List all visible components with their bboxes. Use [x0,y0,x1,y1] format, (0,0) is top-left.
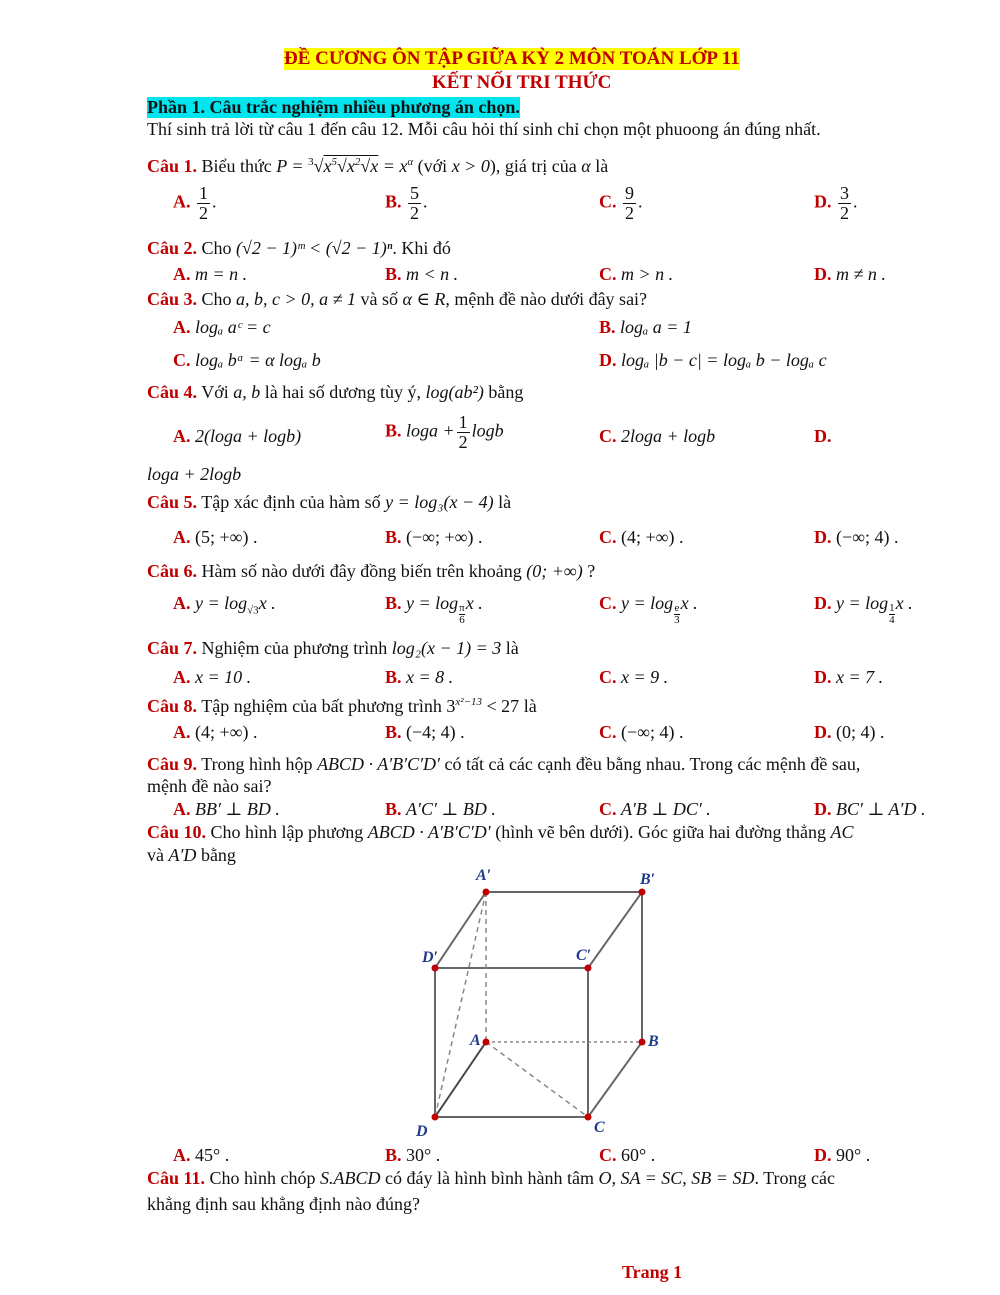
q10-tail: (hình vẽ bên dưới). Góc giữa hai đường thẳng [495,822,826,842]
q6-label: Câu 6. [147,561,198,581]
log-base-fraction [674,603,680,626]
q10-label: Câu 10. [147,822,207,842]
option-label: A. [173,799,191,819]
q11-tail: . Trong các [754,1168,835,1188]
q8-label: Câu 8. [147,696,198,716]
q7-option-b[interactable] [385,667,453,688]
q9-option-a[interactable] [173,799,280,820]
question-8 [147,696,537,717]
q6-option-c[interactable] [599,593,698,626]
q4-option-a[interactable] [173,426,301,447]
diag-a1d [435,892,486,1117]
option-label: C. [173,350,191,370]
q3-cond: a, b, c > 0, a ≠ 1 [236,289,357,309]
q4-text: Với [201,382,229,402]
q2-tail: . Khi đó [392,238,451,258]
q4-option-c[interactable] [599,426,715,447]
q10-line2c: bằng [200,845,236,865]
option-label: A. [173,1145,191,1165]
vertex-b [639,1039,646,1046]
option-text: logₐ a = 1 [620,317,692,337]
q6-option-d[interactable] [814,593,913,626]
q5-tail: là [498,492,512,512]
label-a1: A′ [476,867,492,884]
option-label: A. [173,667,191,687]
option-label: A. [173,426,191,446]
option-text: m < n . [406,264,459,284]
instruction: Thí sinh trả lời từ câu 1 đến câu 12. Mỗi câu hỏi thí sinh chỉ chọn một phuoong án đúng nhất. [147,119,821,139]
fraction [623,184,636,223]
option-label: A. [173,191,191,212]
q7-option-d[interactable] [814,667,883,688]
numerator: 1 [889,602,895,614]
option-label: C. [599,722,617,742]
q5-text: Tập xác định của hàm số [201,492,381,512]
fraction [838,184,851,223]
q10-line2 [147,845,236,866]
section-heading: Phần 1. Câu trắc nghiệm nhiều phương án chọn. [147,97,520,117]
numerator: e [674,602,680,614]
option-text: 45° . [195,1145,230,1165]
option-text: x = 8 . [406,667,454,687]
option-label: C. [599,799,617,819]
option-label: C. [599,667,617,687]
option-text: A′C′ ⊥ BD . [406,799,496,819]
numerator: π [459,602,465,614]
option-text: (4; +∞) . [195,722,258,742]
q3-option-a[interactable] [173,317,271,338]
label-d: D [416,1123,428,1140]
q10-option-c[interactable] [599,1145,655,1166]
denominator: 2 [199,202,208,223]
q5-label: Câu 5. [147,492,198,512]
q11-line2: khẳng định sau khẳng định nào đúng? [147,1194,420,1214]
option-text: x . [465,593,483,613]
denominator: 6 [459,614,465,626]
q5-option-c[interactable] [599,527,683,548]
q8-option-c[interactable] [599,722,683,743]
edge-b1c1 [588,892,642,968]
q6-option-a[interactable] [173,593,276,617]
question-1 [147,156,608,177]
doc-subtitle: KẾT NỐI TRI THỨC [432,72,612,93]
option-label: B. [385,420,402,441]
q1-formula-rhs: = x [382,156,408,176]
label-b1: B′ [640,871,656,888]
vertex-d [432,1114,439,1121]
option-text: y = log [836,593,889,613]
q6-tail: ? [587,561,596,581]
question-4 [147,382,523,403]
fraction [457,413,470,452]
log-base-fraction [459,603,465,626]
q5-formula: y = log₃(x − 4) [385,492,494,512]
q4-option-d-label[interactable] [814,426,832,447]
question-11 [147,1168,835,1189]
option-label: C. [599,1145,617,1165]
q3-text: Cho [201,289,232,309]
edge-cb [588,1042,642,1117]
fraction [408,184,421,223]
q3-option-c[interactable] [173,350,321,371]
question-3 [147,289,647,310]
q1-formula-lhs: P = [276,156,309,176]
q5-option-b[interactable] [385,527,482,548]
q7-option-c[interactable] [599,667,668,688]
q6-option-b[interactable] [385,593,483,626]
q9-option-c[interactable] [599,799,711,820]
option-label: B. [385,264,402,284]
q8-option-d[interactable] [814,722,885,743]
option-label: D. [814,593,832,613]
option-text: (0; 4) . [836,722,885,742]
q2-option-d[interactable] [814,264,886,285]
q10-ac: AC [830,822,854,842]
q8-tail: là [523,696,537,716]
option-label: A. [173,264,191,284]
numerator: 9 [625,183,634,203]
q10-option-b[interactable] [385,1145,440,1166]
q6-text: Hàm số nào dưới đây đồng biến trên khoảng [201,561,522,581]
q7-formula: log₂(x − 1) = 3 [391,638,502,658]
option-text: y = log [621,593,674,613]
log-base-fraction [889,603,895,626]
option-label: D. [814,1145,832,1165]
vertex-a [483,1039,490,1046]
option-label: B. [385,799,402,819]
q7-tail: là [505,638,519,658]
option-text: x . [895,593,913,613]
option-label: D. [814,799,832,819]
label-c1: C′ [576,947,592,964]
q2-option-c[interactable] [599,264,673,285]
denominator: 2 [625,202,634,223]
q1-option-d[interactable]: D. $\frac{3}{2}$ . [814,183,858,223]
vertex-a1 [483,889,490,896]
q2-option-b[interactable] [385,264,458,285]
q4-vars: a, b [233,382,261,402]
cube-figure [410,862,660,1142]
option-text: (−∞; 4) . [621,722,684,742]
q1-option-b[interactable]: B. $\frac{5}{2}$ . [385,183,428,223]
q9-tail: có tất cả các cạnh đều bằng nhau. Trong các mệnh đề sau, [444,754,861,774]
q10-line2a: và [147,845,164,865]
option-label: A. [173,593,191,613]
q1-radical: $^3√x^5√x^2√x$ [308,156,379,176]
question-5 [147,492,511,513]
q9-label: Câu 9. [147,754,198,774]
vertex-c1 [585,965,592,972]
option-text: BB′ ⊥ BD . [195,799,280,819]
option-text: x . [258,593,276,613]
q4-tail: bằng [488,382,524,402]
option-label: B. [385,1145,402,1165]
option-text: 90° . [836,1145,871,1165]
q1-text: Biểu thức [201,156,272,176]
denominator: 2 [840,202,849,223]
option-label: C. [599,593,617,613]
q5-option-d[interactable] [814,527,898,548]
q10-line2b: A′D [168,845,197,865]
q9-option-d[interactable] [814,799,925,820]
denominator: 2 [458,431,468,452]
label-c: C [594,1119,605,1136]
question-9 [147,754,860,775]
option-text: BC′ ⊥ A′D . [836,799,926,819]
option-text: 60° . [621,1145,656,1165]
option-label: D. [814,527,832,547]
q10-text: Cho hình lập phương [210,822,364,842]
option-text: (−∞; +∞) . [406,527,483,547]
edge-ad [435,1042,486,1117]
option-text: 2loga + logb [621,426,716,446]
option-text: logₐ bᵅ = α logₐ b [195,350,321,370]
option-label: B. [385,191,402,212]
q8-text: Tập nghiệm của bất phương trình [201,696,442,716]
option-label: B. [599,317,616,337]
q3-option-d[interactable] [599,350,827,371]
option-label: B. [385,593,402,613]
q1-tail2: ), giá trị của [489,156,577,176]
q7-text: Nghiệm của phương trình [201,638,388,658]
denominator: 2 [410,202,420,223]
option-text: x = 7 . [836,667,884,687]
q3-tail: , mệnh đề nào dưới đây sai? [445,289,648,309]
q1-alpha: α [581,156,591,176]
diag-ac [486,1042,588,1117]
fraction [197,184,210,223]
option-text: loga + 2logb [147,464,242,484]
option-text: (4; +∞) . [621,527,684,547]
option-text: logₐ |b − c| = logₐ b − logₐ c [621,350,827,370]
label-a: A [470,1032,481,1049]
q3-option-b[interactable] [599,317,692,338]
q10-formula: ABCD · A′B′C′D′ [367,822,491,842]
q6-formula: (0; +∞) [526,561,583,581]
vertex-b1 [639,889,646,896]
q10-option-d[interactable] [814,1145,870,1166]
q8-rhs: < 27 [486,696,520,716]
q11-text: Cho hình chóp [209,1168,316,1188]
option-text: x = 9 . [621,667,669,687]
numerator: 1 [199,183,208,203]
option-label: A. [173,527,191,547]
q2-label: Câu 2. [147,238,198,258]
denominator: 3 [674,614,680,626]
option-text: (−∞; 4) . [836,527,899,547]
numerator: 5 [410,183,420,203]
question-10 [147,822,853,843]
option-text: x = 10 . [195,667,252,687]
option-label: C. [599,527,617,547]
q3-mid: và số [360,289,399,309]
option-text: x . [680,593,698,613]
option-label: D. [814,264,832,284]
q1-tail3: là [595,156,609,176]
q4-label: Câu 4. [147,382,198,402]
question-2 [147,238,451,259]
q2-formula: (√2 − 1)ᵐ < (√2 − 1)ⁿ [236,238,393,258]
denominator: 4 [889,614,895,626]
option-text: A′B ⊥ DC′ . [621,799,711,819]
q8-exponent: x²−13 [455,696,483,708]
q9-text: Trong hình hộp [201,754,313,774]
q1-cond: x > 0 [451,156,490,176]
option-text: (5; +∞) . [195,527,258,547]
q1-tail: (với [417,156,448,176]
option-text: m ≠ n . [836,264,886,284]
q7-label: Câu 7. [147,638,198,658]
option-text: loga + [406,420,455,441]
option-label: D. [599,350,617,370]
q8-option-a[interactable] [173,722,257,743]
q9-option-b[interactable] [385,799,496,820]
option-text: 30° . [406,1145,441,1165]
question-7 [147,638,519,659]
option-label: D. [814,426,832,446]
option-label: A. [173,722,191,742]
q4-option-d-text[interactable] [147,464,241,485]
q3-label: Câu 3. [147,289,198,309]
question-6 [147,561,595,582]
numerator: 1 [458,412,468,432]
option-text: (−4; 4) . [406,722,465,742]
label-d1: D′ [422,949,439,966]
option-text: m = n . [195,264,248,284]
log-base: √3 [247,604,259,617]
option-text: logₐ aᶜ = c [195,317,271,337]
option-label: C. [599,426,617,446]
q1-alpha-exp: α [407,156,414,168]
option-label: D. [814,667,832,687]
q8-option-b[interactable] [385,722,465,743]
option-label: B. [385,722,402,742]
q1-option-c[interactable]: C. $\frac{9}{2}$ . [599,183,643,223]
option-label: C. [599,264,617,284]
option-label: D. [814,191,832,212]
q11-mid: có đáy là hình bình hành tâm [385,1168,594,1188]
option-text: y = log [195,593,248,613]
q8-base: 3 [446,696,456,716]
vertex-c [585,1114,592,1121]
q11-formula2: O, SA = SC, SB = SD [598,1168,755,1188]
option-label: B. [385,527,402,547]
option-text: y = log [406,593,459,613]
option-text: m > n . [621,264,674,284]
option-label: C. [599,191,617,212]
q7-option-a[interactable] [173,667,251,688]
q4-formula: log(ab²) [425,382,484,402]
doc-title: ĐỀ CƯƠNG ÔN TẬP GIỮA KỲ 2 MÔN TOÁN LỚP 11 [284,48,740,69]
option-label: B. [385,667,402,687]
option-label: A. [173,317,191,337]
q4-option-b[interactable] [385,413,504,452]
q3-cond2: α ∈ R [402,289,446,309]
q5-option-a[interactable] [173,527,257,548]
q2-text: Cho [201,238,232,258]
label-b: B [648,1033,659,1050]
edge-a1d1 [435,892,486,968]
q9-formula: ABCD · A′B′C′D′ [317,754,440,774]
option-text: 2(loga + logb) [195,426,302,446]
numerator: 3 [840,183,849,203]
q1-label: Câu 1. [147,156,198,176]
q9-line2: mệnh đề nào sai? [147,776,272,796]
q11-label: Câu 11. [147,1168,206,1188]
option-text: logb [471,420,504,441]
q10-option-a[interactable] [173,1145,229,1166]
q4-mid: là hai số dương tùy ý, [264,382,421,402]
option-label: D. [814,722,832,742]
q1-option-a[interactable]: A. $\frac{1}{2}$ . [173,183,217,223]
q11-formula: S.ABCD [320,1168,381,1188]
page-number: Trang 1 [622,1262,683,1282]
q2-option-a[interactable] [173,264,247,285]
